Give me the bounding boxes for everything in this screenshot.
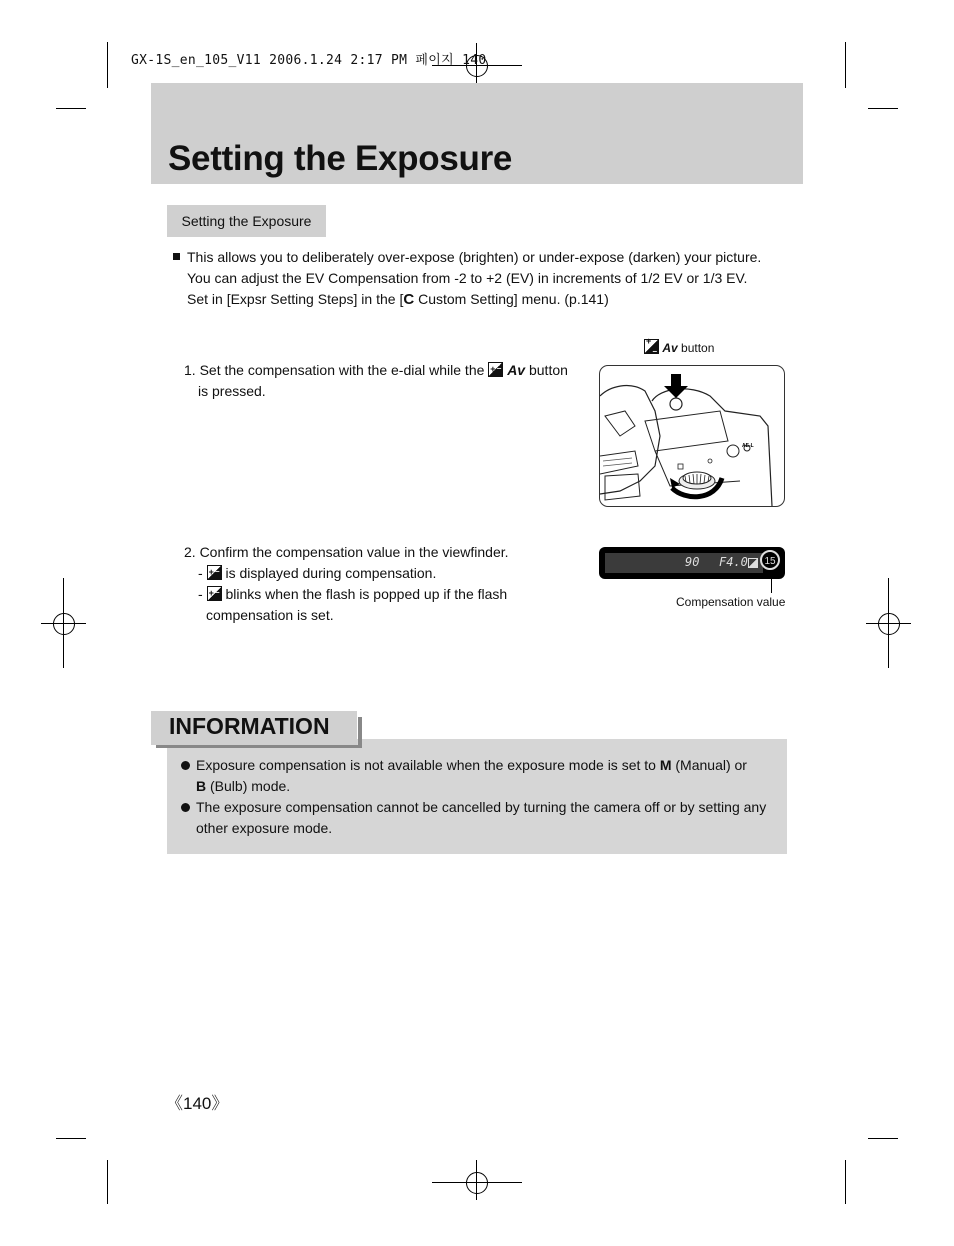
b-mode-icon: B (196, 778, 207, 794)
ael-label: AE-L (742, 443, 754, 449)
step-2-sub-2-text: blinks when the flash is popped up if the flash (221, 586, 508, 602)
intro-text-2: You can adjust the EV Compensation from -2 to +2 (EV) in increments of 1/2 EV or 1/3 EV. (187, 270, 748, 286)
av-icon: Av (507, 362, 526, 378)
step-1 (184, 360, 568, 402)
bullet-dot-icon (181, 761, 190, 770)
step-2-text-1: 2. Confirm the compensation value in the viewfinder. (184, 544, 509, 560)
crop-mark (107, 1160, 108, 1204)
viewfinder-caption-leader (771, 579, 772, 593)
information-bullet-2-text-1: The exposure compensation cannot be cancelled by turning the camera off or by setting any (196, 799, 767, 815)
crop-mark (107, 42, 108, 88)
step-2-sub-2-text-line2: compensation is set. (206, 607, 334, 623)
camera-illustration (599, 365, 785, 507)
page-number: 《140》 (166, 1094, 229, 1113)
information-bullet-1-text-c: (Bulb) mode. (206, 778, 291, 794)
registration-mark-icon (878, 613, 900, 635)
intro-line-1 (173, 247, 761, 268)
ev-compensation-icon (207, 565, 222, 580)
intro-paragraph (173, 247, 761, 310)
registration-mark-line (41, 623, 86, 624)
page-title: Setting the Exposure (168, 139, 513, 178)
information-tab-shadow (156, 745, 362, 748)
camera-caption-text: button (677, 341, 715, 355)
information-content (181, 755, 766, 839)
viewfinder-aperture: F4.0 (719, 555, 748, 569)
intro-line-2 (173, 268, 761, 289)
information-bullet-2-text-2: other exposure mode. (196, 820, 333, 836)
ev-compensation-icon (644, 339, 659, 354)
viewfinder-shutter: 90 (685, 555, 700, 569)
information-title: INFORMATION (169, 713, 330, 739)
viewfinder-display (599, 547, 785, 579)
m-mode-icon: M (659, 757, 672, 773)
step-1-text-line2: is pressed. (198, 383, 266, 399)
square-bullet-icon (173, 253, 180, 260)
intro-text-3a: Set in [Expsr Setting Steps] in the [ (187, 291, 404, 307)
information-bullet-1-text-a: Exposure compensation is not available when the exposure mode is set to (196, 757, 660, 773)
step-2-line-1 (184, 542, 509, 563)
crop-mark (845, 42, 846, 88)
step-2-sub-1-prefix: - (198, 565, 207, 581)
registration-mark-line (432, 1182, 522, 1183)
information-bullet-1-line-2 (181, 776, 766, 797)
crop-mark (868, 1138, 898, 1139)
camera-drawing (600, 366, 784, 506)
crop-mark (868, 108, 898, 109)
information-tab-shadow (358, 717, 362, 748)
crop-mark (56, 1138, 86, 1139)
ev-compensation-icon (488, 362, 503, 377)
crop-mark (56, 108, 86, 109)
step-1-line-1 (184, 360, 568, 381)
information-bullet-2-line-2 (181, 818, 766, 839)
intro-text-1: This allows you to deliberately over-expose (brighten) or under-expose (darken) your picture. (187, 249, 762, 265)
step-1-line-2 (184, 381, 568, 402)
c-custom-icon: C (403, 291, 415, 308)
camera-caption (644, 339, 714, 355)
information-bullet-2 (181, 797, 766, 818)
registration-mark-line (476, 1160, 477, 1200)
step-2-sub-1-text: is displayed during compensation. (221, 565, 437, 581)
av-icon: Av (662, 341, 678, 355)
registration-mark-icon (53, 613, 75, 635)
step-2-sub-2 (184, 584, 509, 605)
viewfinder-screen (605, 553, 763, 573)
viewfinder-ev-icon (748, 558, 758, 568)
bullet-dot-icon (181, 803, 190, 812)
information-bullet-1-text-b: (Manual) or (671, 757, 747, 773)
ev-compensation-icon (207, 586, 222, 601)
intro-line-3 (173, 289, 761, 310)
section-tab: Setting the Exposure (167, 205, 326, 237)
information-bullet-1 (181, 755, 766, 776)
step-2-sub-1 (184, 563, 509, 584)
step-2 (184, 542, 509, 626)
step-2-sub-2-line-2 (184, 605, 509, 626)
print-header: GX-1S_en_105_V11 2006.1.24 2:17 PM 페이지 140 (131, 53, 487, 68)
step-2-sub-2-prefix: - (198, 586, 207, 602)
crop-mark (845, 1160, 846, 1204)
registration-mark-icon (466, 1172, 488, 1194)
registration-mark-line (866, 623, 911, 624)
step-1-text-a: 1. Set the compensation with the e-dial while the (184, 362, 489, 378)
step-1-text-b: button (525, 362, 568, 378)
intro-text-3b: Custom Setting] menu. (p.141) (414, 291, 609, 307)
viewfinder-caption: Compensation value (676, 595, 786, 609)
compensation-value-circle: 15 (760, 550, 780, 570)
